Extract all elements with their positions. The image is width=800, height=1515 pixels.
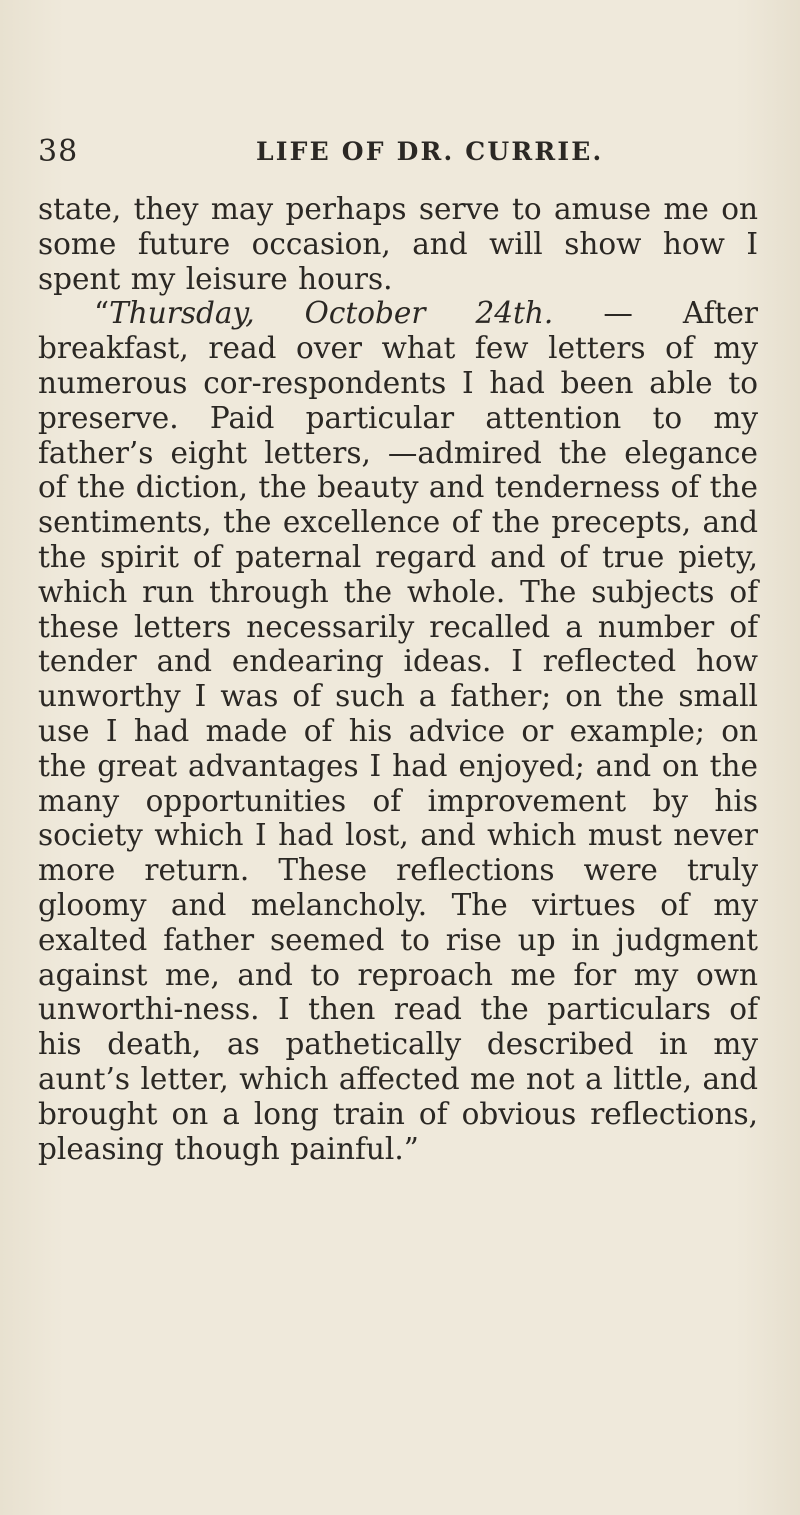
body-text (38, 192, 758, 1166)
page-header (38, 134, 758, 174)
running-head: LIFE OF DR. CURRIE. (256, 137, 604, 166)
page-number: 38 (38, 134, 79, 169)
paragraph-continuation: state, they may perhaps serve to amuse me on some future occasion, and will show how I spent my leisure hours. (38, 192, 758, 296)
diary-dateline: Thursday, October 24th. (109, 296, 554, 331)
open-quote: “ (94, 296, 110, 331)
diary-text: — After breakfast, read over what few letters of my numerous cor-respondents I had been able to preserve. Paid particular attention to my father’s eight letters, —admired the elegance of the diction, the beauty and tenderness of the sentiments, the excellence of the precepts, and the spirit of paternal regard and of true piety, which run through the whole. The subjects of these letters necessarily recalled a number of tender and endearing ideas. I reflected how unworthy I was of such a father; on the small use I had made of his advice or example; on the great advantages I had enjoyed; and on the many opportunities of improvement by his society which I had lost, and which must never more return. These reflections were truly gloomy and melancholy. The virtues of my exalted father seemed to rise up in judgment against me, and to reproach me for my own unworthi-ness. I then read the particulars of his death, as pathetically described in my aunt’s letter, which affected me not a little, and brought on a long train of obvious reflections, pleasing though painful.” (38, 296, 758, 1166)
paragraph-diary-entry (38, 296, 758, 1166)
